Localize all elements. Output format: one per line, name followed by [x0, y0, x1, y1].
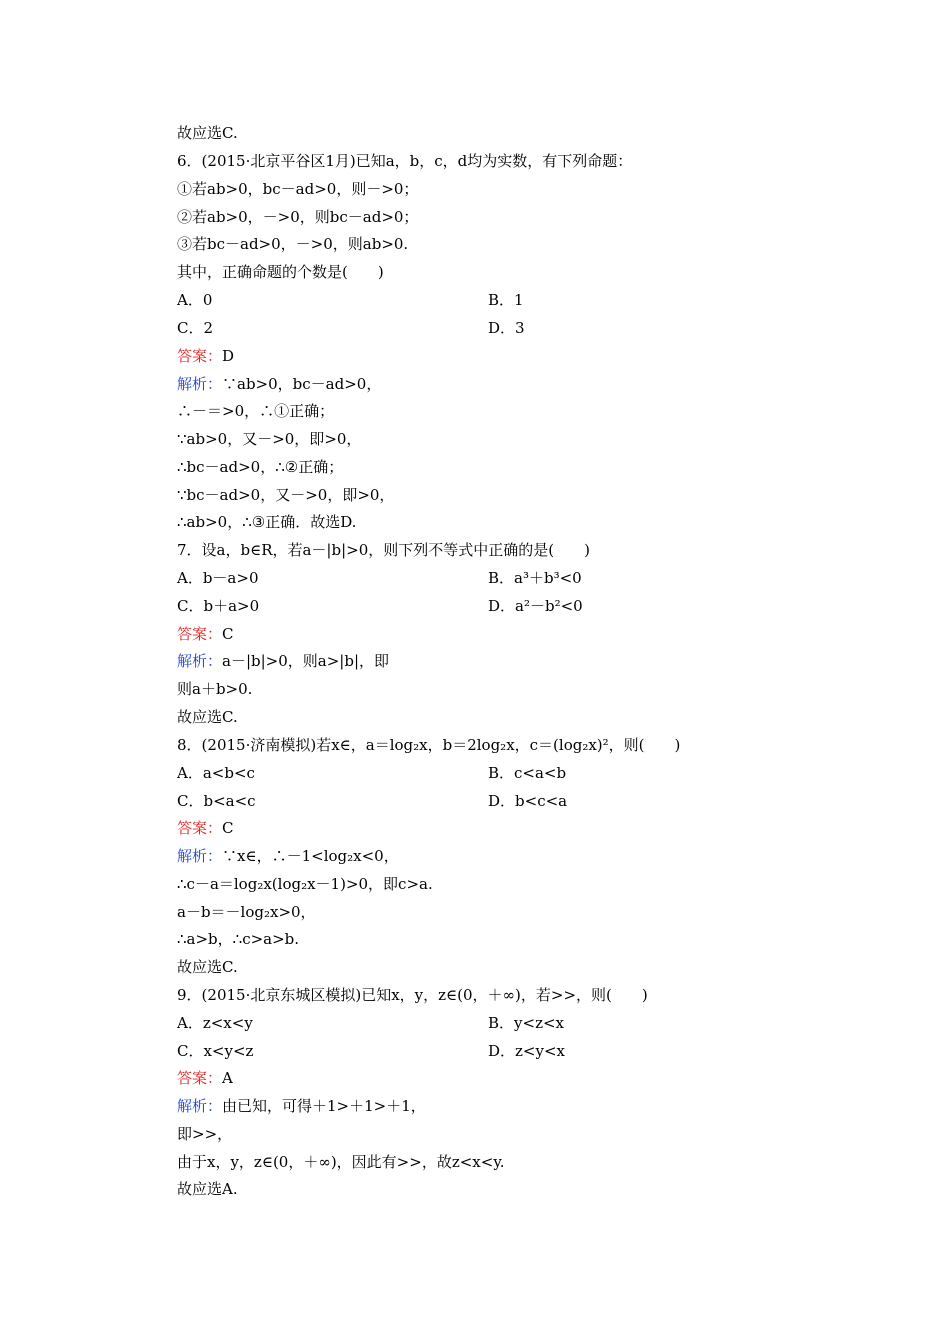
q9-option-b: B．y<z<x	[488, 1014, 564, 1032]
analysis-text: a－|b|>0，则a>|b|，即	[222, 652, 390, 670]
q9-analysis-2: 即>>，	[177, 1125, 233, 1143]
q8-option-d: D．b<c<a	[488, 792, 568, 810]
q7-analysis-3: 故应选C.	[177, 708, 238, 726]
analysis-text: ∵x∈，∴－1<log₂x<0，	[222, 847, 399, 865]
q6-option-d: D．3	[488, 319, 525, 337]
q6-option-b: B．1	[488, 291, 524, 309]
analysis-label: 解析：	[177, 847, 223, 865]
q9-analysis-3: 由于x，y，z∈(0，＋∞)，因此有>>，故z<x<y.	[177, 1153, 505, 1171]
q8-analysis-4: ∴a>b，∴c>a>b.	[177, 930, 300, 948]
q6-proposition-1: ①若ab>0，bc－ad>0，则－>0；	[177, 180, 419, 198]
answer-label: 答案：	[177, 1069, 223, 1087]
q8-analysis-3: a－b＝－log₂x>0，	[177, 903, 316, 921]
analysis-text: 由已知，可得＋1>＋1>＋1，	[222, 1097, 426, 1115]
answer-value: C	[222, 819, 234, 837]
answer-label: 答案：	[177, 625, 223, 643]
analysis-label: 解析：	[177, 652, 223, 670]
q9-analysis-1	[177, 1096, 426, 1116]
q6-option-c: C．2	[177, 319, 214, 337]
q9-analysis-4: 故应选A.	[177, 1180, 238, 1198]
q6-analysis-2: ∴－＝>0，∴①正确；	[177, 402, 335, 420]
q6-option-a: A．0	[177, 291, 213, 309]
q8-analysis-1	[177, 846, 399, 866]
q7-stem: 7．设a，b∈R，若a－|b|>0，则下列不等式中正确的是( )	[177, 541, 590, 559]
q9-option-a: A．z<x<y	[177, 1014, 253, 1032]
q6-proposition-3: ③若bc－ad>0，－>0，则ab>0.	[177, 235, 409, 253]
answer-label: 答案：	[177, 819, 223, 837]
answer-value: D	[222, 347, 235, 365]
q8-option-a: A．a<b<c	[177, 764, 255, 782]
analysis-text: ∵ab>0，bc－ad>0，	[222, 375, 382, 393]
q7-analysis-1	[177, 651, 389, 671]
q6-analysis-5: ∵bc－ad>0，又－>0，即>0，	[177, 486, 395, 504]
q6-analysis-1	[177, 374, 381, 394]
q6-stem: 6．(2015·北京平谷区1月)已知a，b，c，d均为实数，有下列命题：	[177, 152, 633, 170]
q6-analysis-4: ∴bc－ad>0，∴②正确；	[177, 458, 344, 476]
q7-option-d: D．a²－b²<0	[488, 597, 583, 615]
q6-proposition-2: ②若ab>0，－>0，则bc－ad>0；	[177, 208, 419, 226]
q8-option-c: C．b<a<c	[177, 792, 256, 810]
q8-analysis-5: 故应选C.	[177, 958, 238, 976]
answer-value: C	[222, 625, 234, 643]
q8-answer	[177, 818, 234, 838]
analysis-label: 解析：	[177, 1097, 223, 1115]
q9-option-d: D．z<y<x	[488, 1042, 565, 1060]
answer-label: 答案：	[177, 347, 223, 365]
q9-stem: 9．(2015·北京东城区模拟)已知x，y，z∈(0，＋∞)，若>>，则( )	[177, 986, 648, 1004]
q9-answer	[177, 1068, 233, 1088]
answer-value: A	[222, 1069, 233, 1087]
q6-analysis-6: ∴ab>0，∴③正确．故选D.	[177, 513, 357, 531]
q6-analysis-3: ∵ab>0，又－>0，即>0，	[177, 430, 362, 448]
q7-answer	[177, 624, 234, 644]
q7-option-b: B．a³＋b³<0	[488, 569, 582, 587]
q8-stem: 8．(2015·济南模拟)若x∈，a＝log₂x，b＝2log₂x，c＝(log₂x)²，则( )	[177, 736, 681, 754]
q7-option-a: A．b－a>0	[177, 569, 259, 587]
q8-option-b: B．c<a<b	[488, 764, 567, 782]
q7-option-c: C．b＋a>0	[177, 597, 260, 615]
analysis-label: 解析：	[177, 375, 223, 393]
q6-question: 其中，正确命题的个数是( )	[177, 263, 384, 281]
q9-option-c: C．x<y<z	[177, 1042, 254, 1060]
q6-answer	[177, 346, 234, 366]
q8-analysis-2: ∴c－a＝log₂x(log₂x－1)>0，即c>a.	[177, 875, 433, 893]
text-line: 故应选C.	[177, 124, 238, 142]
q7-analysis-2: 则a＋b>0.	[177, 680, 253, 698]
